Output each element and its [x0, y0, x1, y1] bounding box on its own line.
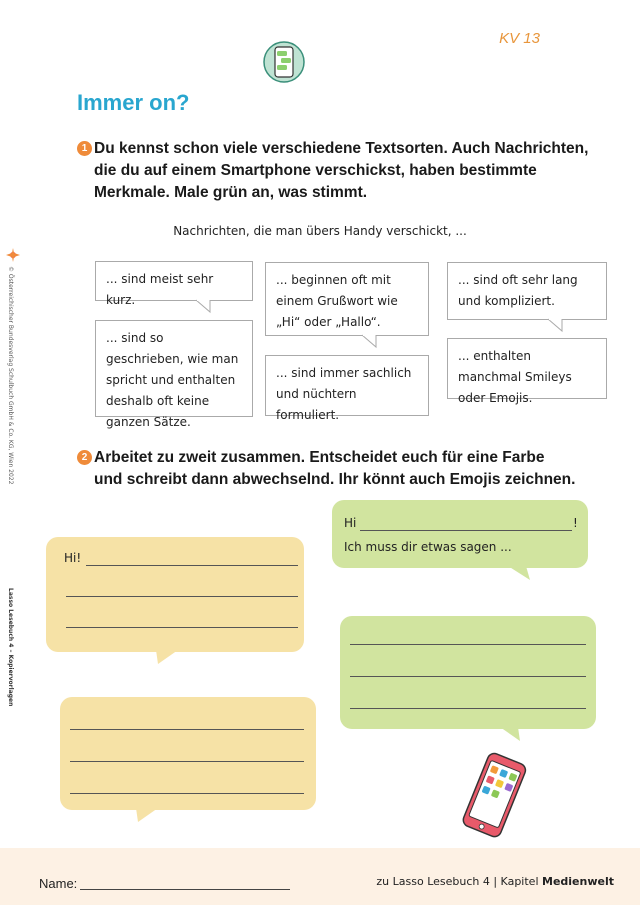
- yellow-greeting: Hi!: [64, 551, 82, 565]
- green-exclaim: !: [573, 516, 578, 530]
- green-message: Ich muss dir etwas sagen ...: [344, 540, 512, 554]
- publisher-logo-icon: [5, 247, 21, 263]
- write-line[interactable]: [66, 627, 298, 628]
- statement-bubble-6[interactable]: [447, 338, 607, 405]
- chapter-reference-prefix: zu Lasso Lesebuch 4 | Kapitel: [376, 875, 539, 888]
- write-line[interactable]: [66, 596, 298, 597]
- bubble-tail: [136, 808, 160, 824]
- smartphone-badge-icon: [262, 40, 306, 84]
- statement-bubble-3[interactable]: [447, 262, 607, 320]
- write-line[interactable]: [70, 793, 304, 794]
- bubble-tail: [156, 650, 180, 666]
- statement-bubble-1[interactable]: [95, 261, 253, 307]
- green-chat-bubble-2[interactable]: [340, 616, 596, 729]
- chapter-name: Medienwelt: [542, 875, 614, 888]
- green-greeting: Hi: [344, 516, 357, 530]
- statement-bubble-5[interactable]: [265, 355, 429, 422]
- bubble-tail: [508, 566, 532, 582]
- statement-text-6: ... enthalten manchmal Smileys oder Emojis.: [458, 349, 572, 405]
- yellow-chat-bubble-1[interactable]: [46, 537, 304, 652]
- write-line[interactable]: [350, 676, 586, 677]
- write-line[interactable]: [86, 565, 298, 566]
- task-1-lead: Nachrichten, die man übers Handy verschickt, ...: [173, 224, 467, 238]
- task-1: [77, 138, 597, 204]
- page-title: Immer on?: [77, 90, 190, 115]
- statement-text-2: ... beginnen oft mit einem Grußwort wie „Hi“ oder „Hallo“.: [276, 273, 398, 329]
- statement-text-5: ... sind immer sachlich und nüchtern formuliert.: [276, 366, 412, 422]
- write-line[interactable]: [350, 708, 586, 709]
- yellow-chat-bubble-2[interactable]: [60, 697, 316, 810]
- statement-text-4: ... sind so geschrieben, wie man spricht und enthalten deshalb oft keine ganzen Sätze.: [106, 331, 239, 429]
- footer: [0, 848, 640, 905]
- write-line[interactable]: [350, 644, 586, 645]
- bubble-tail: [500, 727, 524, 743]
- task-number-1: 1: [77, 141, 92, 156]
- task-1-text: Du kennst schon viele verschiedene Textsorten. Auch Nachrichten, die du auf einem Smartphone verschickst, haben bestimmte Merkmale. Male grün an, was stimmt.: [94, 140, 589, 201]
- green-chat-bubble-1[interactable]: [332, 500, 588, 568]
- sheet-code: KV 13: [499, 30, 540, 47]
- statement-text-1: ... sind meist sehr kurz.: [106, 272, 214, 307]
- statement-bubble-4[interactable]: [95, 320, 253, 429]
- task-2-text: Arbeitet zu zweit zusammen. Entscheidet euch für eine Farbe und schreibt dann abwechselnd. Ihr könnt auch Emojis zeichnen.: [94, 449, 576, 488]
- statement-text-3: ... sind oft sehr lang und kompliziert.: [458, 273, 578, 308]
- task-number-2: 2: [77, 450, 92, 465]
- write-line[interactable]: [70, 761, 304, 762]
- chapter-reference: [376, 875, 614, 888]
- name-field[interactable]: [80, 889, 290, 890]
- name-label: Name:: [39, 876, 78, 891]
- statement-bubble-2[interactable]: [265, 262, 429, 336]
- book-reference: Lasso Lesebuch 4 – Kopiervorlagen: [7, 588, 14, 707]
- write-line[interactable]: [70, 729, 304, 730]
- task-2: [77, 447, 577, 491]
- copyright-note: © Österreichischer Bundesverlag Schulbuch GmbH & Co. KG, Wien 2022: [7, 266, 14, 485]
- smartphone-icon: [454, 752, 534, 840]
- write-line[interactable]: [360, 530, 572, 531]
